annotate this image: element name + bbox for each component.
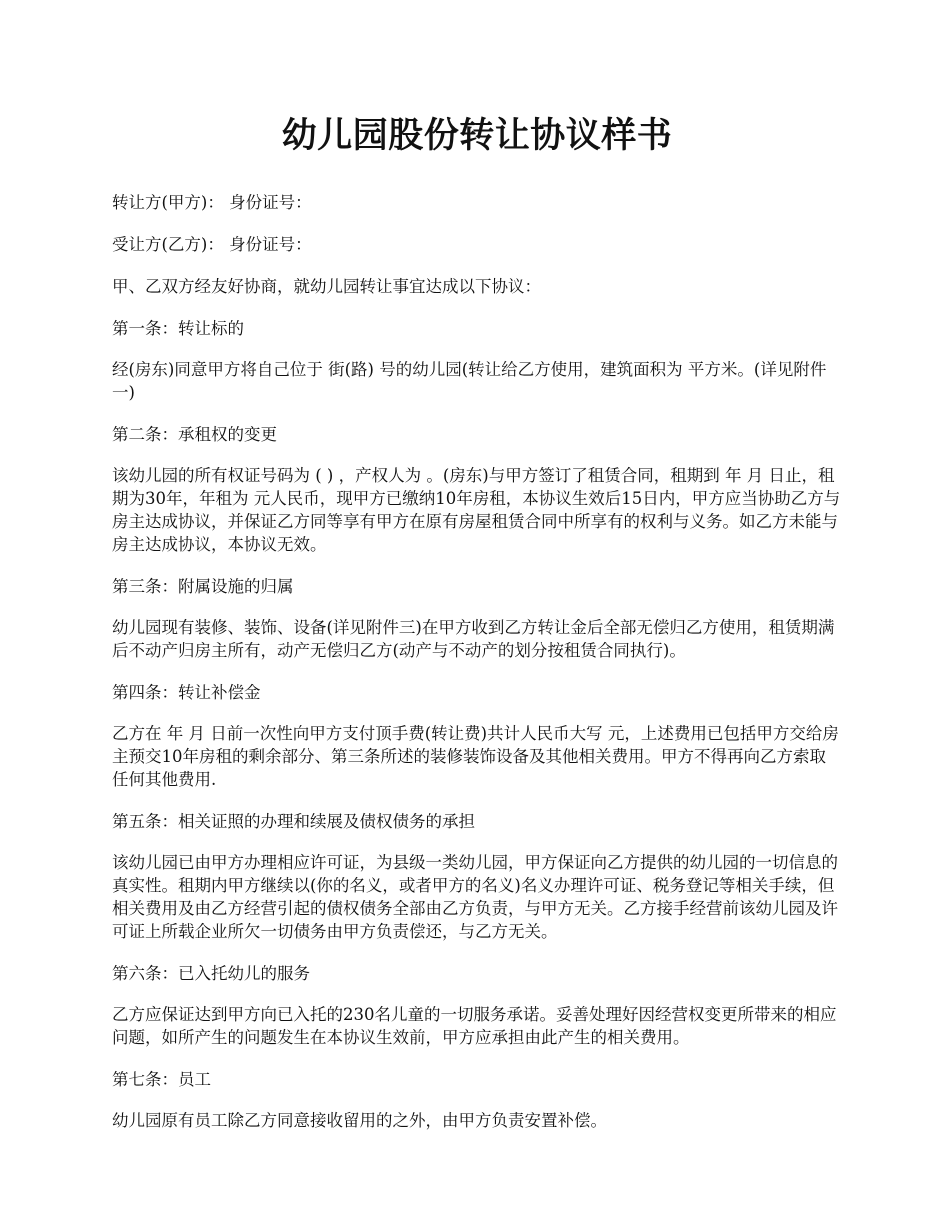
article-2-heading: 第二条：承租权的变更 — [112, 425, 277, 444]
party-a-line: 转让方(甲方)： 身份证号： — [112, 193, 312, 212]
article-5-body: 该幼儿园已由甲方办理相应许可证，为县级一类幼儿园，甲方保证向乙方提供的幼儿园的一切信息的真实性。租期内甲方继续以(你的名义，或者甲方的名义)名义办理许可证、税务登记等相关手续，但相关费用及由乙方经营引起的债权债务全部由乙方负责，与甲方无关。乙方接手经营前该幼儿园及许可证上所载企业所欠一切债务由甲方负责偿还，与乙方无关。 — [112, 853, 838, 941]
article-3-heading: 第三条：附属设施的归属 — [112, 577, 294, 596]
party-b-line: 受让方(乙方)： 身份证号： — [112, 235, 312, 254]
preamble: 甲、乙双方经友好协商，就幼儿园转让事宜达成以下协议： — [112, 277, 541, 296]
article-6-body: 乙方应保证达到甲方向已入托的230名儿童的一切服务承诺。妥善处理好因经营权变更所带来的相应问题，如所产生的问题发生在本协议生效前，甲方应承担由此产生的相关费用。 — [112, 1005, 837, 1047]
article-3-body: 幼儿园现有装修、装饰、设备(详见附件三)在甲方收到乙方转让金后全部无偿归乙方使用，租赁期满后不动产归房主所有，动产无偿归乙方(动产与不动产的划分按租赁合同执行)。 — [112, 618, 835, 660]
article-4-heading: 第四条：转让补偿金 — [112, 683, 261, 702]
article-1-body: 经(房东)同意甲方将自己位于 街(路) 号的幼儿园(转让给乙方使用，建筑面积为 平方米。(详见附件一) — [112, 360, 827, 402]
article-7-body: 幼儿园原有员工除乙方同意接收留用的之外，由甲方负责安置补偿。 — [112, 1111, 607, 1130]
article-4-body: 乙方在 年 月 日前一次性向甲方支付顶手费(转让费)共计人民币大写 元，上述费用已包括甲方交给房主预交10年房租的剩余部分、第三条所述的装修装饰设备及其他相关费用。甲方不得再向乙方索取任何其他费用. — [112, 724, 839, 789]
article-7-heading: 第七条：员工 — [112, 1070, 211, 1089]
document-title: 幼儿园股份转让协议样书 — [281, 116, 673, 156]
article-1-heading: 第一条：转让标的 — [112, 319, 244, 338]
article-2-body: 该幼儿园的所有权证号码为 ( ) ，产权人为 。(房东)与甲方签订了租赁合同，租期到 年 月 日止，租期为30年，年租为 元人民币，现甲方已缴纳10年房租，本协议生效后15日内，甲方应当协助乙方与房主达成协议，并保证乙方同等享有甲方在原有房屋租赁合同中所享有的权利与义务。如乙方未能与房主达成协议，本协议无效。 — [112, 466, 841, 554]
article-5-heading: 第五条：相关证照的办理和续展及债权债务的承担 — [112, 812, 475, 831]
article-6-heading: 第六条：已入托幼儿的服务 — [112, 964, 310, 983]
